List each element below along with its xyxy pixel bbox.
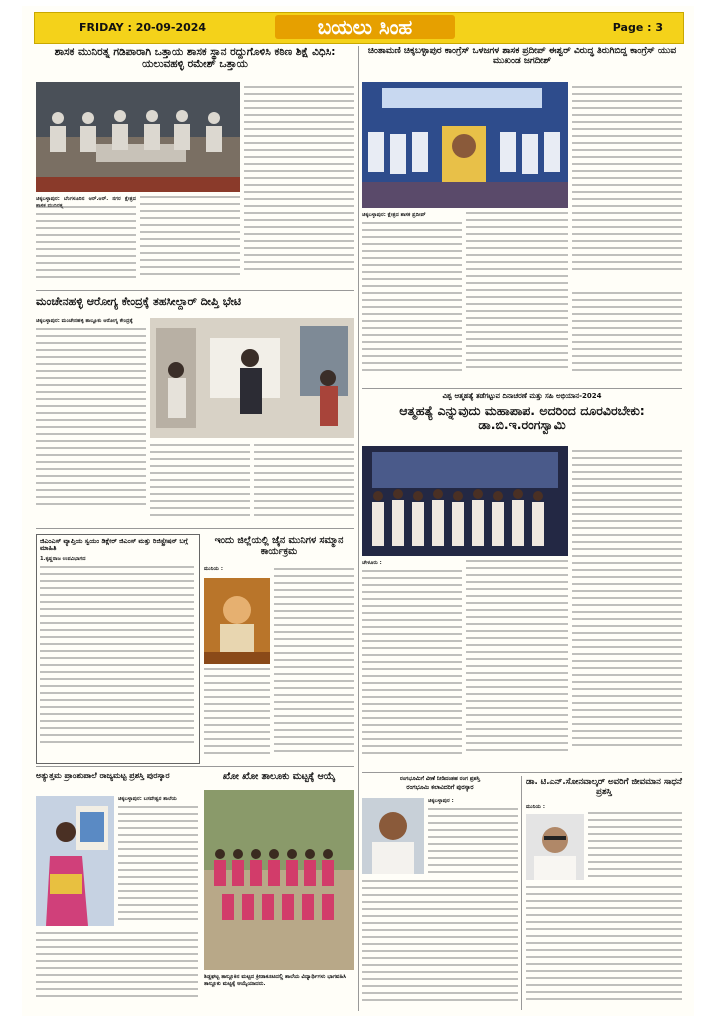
article-body (36, 206, 136, 286)
article-body (572, 86, 682, 286)
article-headline: ಆತ್ಮಹತ್ಯೆ ಎನ್ನುವುದು ಮಹಾಪಾಪ. ಅದರಿಂದ ದೂರವಿರಬೇಕು: ಡಾ.ಬಿ.ಇ.ರಂಗಸ್ವಾಮಿ (399, 403, 645, 433)
section-divider (362, 772, 682, 773)
article-dateline: ಚಿಕ್ಕಬಳ್ಳಾಪುರ: ಮಂಚೇನಹಳ್ಳಿ ತಾಲ್ಲೂಕು ಆರೋಗ್ಯ ಕೇಂದ್ರಕ್ಕೆ (36, 318, 133, 324)
article-body (466, 560, 568, 770)
article-dateline: ಚಿಕ್ಕಬಳ್ಳಾಪುರ: ಬೆಂಗಳೂರಿನ ಆರ್.ಆರ್. ನಗರ ಕ್ಷೇತ್ರದ (36, 196, 136, 202)
article-body (254, 444, 354, 524)
article-dateline: ಮುನಿಯ : (526, 804, 545, 810)
article-photo (36, 82, 240, 192)
column-divider (521, 776, 522, 1010)
article-headline: ಚಿಂತಾಮಣಿ ಚಿಕ್ಕಬಳ್ಳಾಪುರ ಕಾಂಗ್ರೆಸ್ ಒಳಜಗಳ ಶಾಸಕ ಪ್ರದೀಪ್ ಈಶ್ವರ್ ವಿರುದ್ಧ ತಿರುಗಿಬಿದ್ದ ಕಾಂಗ್ರೆಸ್ ಯುವ ಮುಖಂಡ ಜಗದೀಶ್ (367, 46, 677, 67)
article-body (244, 86, 354, 286)
article-body (118, 806, 198, 934)
article-body (204, 668, 270, 768)
section-divider (362, 388, 682, 389)
article-body (140, 196, 240, 286)
section-divider (36, 766, 354, 767)
article-body (362, 570, 462, 770)
article-body (362, 222, 462, 382)
article-headline: ಅತ್ಯುತ್ತಮ ಪ್ರಾಂಶುಪಾಲೆ ರಾಜ್ಯಮಟ್ಟ ಪ್ರಶಸ್ತಿ ಪುರಸ್ಕಾರ (36, 771, 170, 780)
article-photo (526, 814, 584, 880)
newspaper-page (22, 6, 694, 1016)
article-headline: ಜಿಎಂಎಸ್ ವ್ಯಾಪ್ತಿಯ ಸ್ವಯಂ ಡಿಕ್ಲೇರ್ ಜಿಎಂಸ್ ಮತ್ತು ರಿಜಿಸ್ಟ್ರೇಷನ್ ಬಗ್ಗೆ ಮಾಹಿತಿ (40, 537, 188, 553)
article-body (572, 450, 682, 770)
article-body (274, 568, 354, 768)
article-headline: ಡಾ. ಟಿ.ಎನ್.ಸೋನವಾಲ್ಕರ್ ಅವರಿಗೆ ಜೀವಮಾನ ಸಾಧನೆ ಪ್ರಶಸ್ತಿ (526, 777, 682, 797)
article-photo (36, 796, 114, 926)
article-body (588, 812, 682, 884)
article-kicker: ರಂಗಭೂಮಿಗೆ ವೀಣೆ ನೀಡಿದಂತಹ ರಂಗ ಪ್ರಶಸ್ತಿ (399, 776, 481, 782)
article-body (572, 292, 682, 384)
article-photo (204, 790, 354, 970)
article-photo (362, 82, 568, 208)
article-dateline: ಚಿಕ್ಕಬಳ್ಳಾಪುರ : (428, 798, 454, 804)
article-kicker: ವಿಶ್ವ ಆತ್ಮಹತ್ಯೆ ತಡೆಗಟ್ಟುವ ದಿನಾಚರಣೆ ಮತ್ತು ಸಹಿ ಅಭಿಯಾನ-2024 (442, 392, 602, 400)
article-body (428, 808, 518, 878)
article-headline: ಇಂದು ಜಿಲ್ಲೆಯಲ್ಲಿ ಜೈನ ಮುನಿಗಳ ಸಮ್ಮಾನ ಕಾರ್ಯಕ್ರಮ (214, 535, 344, 557)
article-headline: ಖೋ ಖೋ ತಾಲೂಕು ಮಟ್ಟಕ್ಕೆ ಆಯ್ಕೆ (222, 771, 336, 782)
newspaper-title: ಬಯಲು ಸಿಂಹ (275, 15, 455, 39)
article-body (36, 328, 146, 518)
article-dateline: 1.ಕೃಷ್ಣರಾಜ ಉಪವಿಭಾಗದ (40, 556, 86, 562)
article-headline: ಮಂಚೇನಹಳ್ಳಿ ಆರೋಗ್ಯ ಕೇಂದ್ರಕ್ಕೆ ತಹಸೀಲ್ದಾರ್ ದೀಪ್ತಿ ಭೇಟಿ (36, 295, 242, 308)
photo-caption: ಶಿಡ್ಲಘಟ್ಟ ತಾಲ್ಲೂಕಿನ ಮಟ್ಟದ ಕ್ರೀಡಾಕೂಟದಲ್ಲಿ ಶಾಲೆಯ ವಿದ್ಯಾರ್ಥಿಗಳು ಭಾಗವಹಿಸಿ ತಾಲ್ಲೂಕು ಮಟ್ಟಕ್ಕೆ ಆಯ್ಕೆಯಾದರು. (204, 974, 347, 987)
article-dateline: ಚಿಕ್ಕಬಳ್ಳಾಪುರ: ಬಸವೇಶ್ವರ ಶಾಲೆಯ (118, 796, 177, 802)
section-divider (36, 290, 354, 291)
article-photo (150, 318, 354, 438)
article-headline: ರಂಗಭೂಮಿ ಕಲಾವಿದರಿಗೆ ಪುರಸ್ಕಾರ (406, 784, 474, 791)
page-number: Page : 3 (612, 21, 663, 34)
section-divider (36, 528, 354, 529)
article-photo (362, 798, 424, 874)
article-body (362, 880, 518, 1010)
article-body (36, 932, 198, 1008)
article-dateline: ಚೇಳೂರು : (362, 560, 382, 566)
article-dateline: ಮುನಿಯ : (204, 566, 223, 572)
article-dateline: ಚಿಕ್ಕಬಳ್ಳಾಪುರ: ಕ್ಷೇತ್ರದ ಶಾಸಕ ಪ್ರದೀಪ್ (362, 212, 426, 218)
column-divider (358, 46, 359, 1011)
article-body (40, 566, 194, 756)
issue-date: FRIDAY : 20-09-2024 (79, 21, 207, 34)
article-body (150, 444, 250, 524)
article-photo (362, 446, 568, 556)
article-headline: ಶಾಸಕ ಮುನಿರತ್ನ ಗಡಿಪಾರಾಗಿ ಒತ್ತಾಯ ಶಾಸಕ ಸ್ಥಾನ ರದ್ದುಗೊಳಿಸಿ ಕಠಿಣ ಶಿಕ್ಷೆ ವಿಧಿಸಿ: ಯಲುವಹಳ್ಳಿ ರಮೇಶ್ ಒತ್ತಾಯ (54, 46, 336, 71)
article-photo (204, 578, 270, 664)
article-body (466, 212, 568, 382)
article-body (526, 886, 682, 1010)
masthead (34, 12, 684, 44)
